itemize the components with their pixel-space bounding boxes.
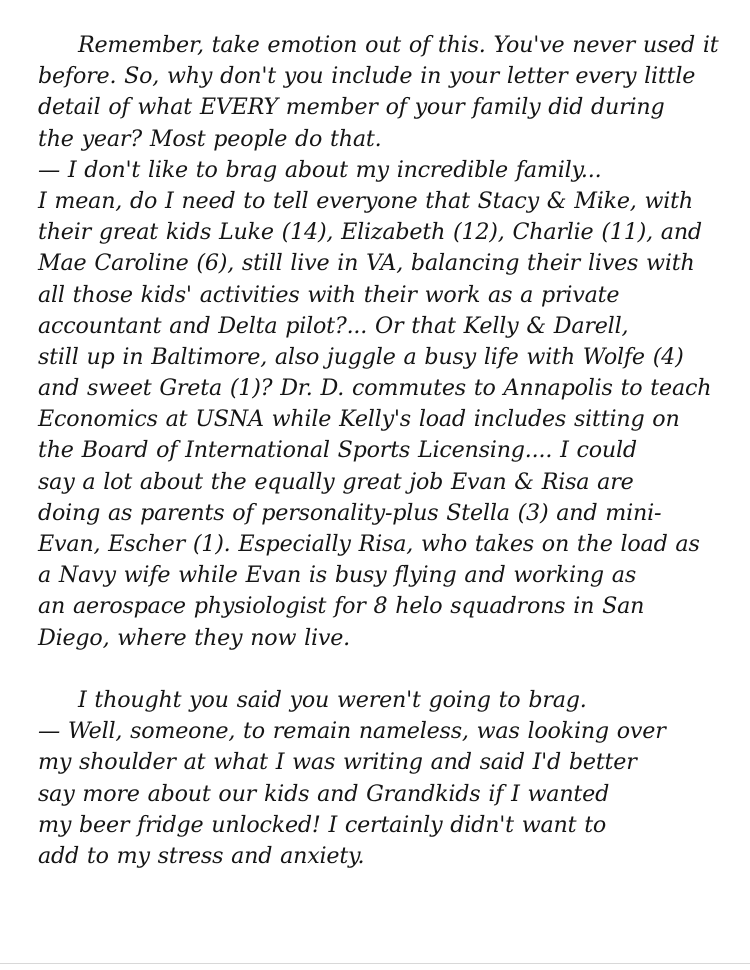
letter-line: detail of what EVERY member of your family did during [38, 94, 665, 121]
letter-line: I thought you said you weren't going to brag. [78, 686, 587, 713]
letter-line: Diego, where they now live. [38, 624, 351, 651]
letter-line: and sweet Greta (1)? Dr. D. commutes to Annapolis to teach [38, 375, 712, 402]
letter-line: all those kids' activities with their work as a private [38, 281, 620, 308]
letter-line: Mae Caroline (6), still live in VA, balancing their lives with [38, 250, 695, 277]
letter-line: the Board of International Sports Licensing.... I could [38, 437, 637, 464]
letter-line: the year? Most people do that. [38, 125, 382, 152]
letter-line: — Well, someone, to remain nameless, was looking over [38, 718, 666, 745]
letter-line: doing as parents of personality-plus Stella (3) and mini- [38, 499, 662, 526]
letter-body [38, 30, 718, 872]
letter-line: say more about our kids and Grandkids if I wanted [38, 780, 610, 807]
letter-line: Economics at USNA while Kelly's load includes sitting on [38, 406, 680, 433]
scan-bottom-edge [0, 963, 750, 964]
letter-line: add to my stress and anxiety. [38, 842, 365, 869]
letter-line: my shoulder at what I was writing and said I'd better [38, 749, 637, 776]
letter-line: Remember, take emotion out of this. You've never used it [78, 32, 719, 58]
letter-line: accountant and Delta pilot?... Or that Kelly & Darell, [38, 312, 629, 339]
letter-line: — I don't like to brag about my incredible family... [38, 156, 602, 183]
letter-line: a Navy wife while Evan is busy flying and working as [38, 562, 637, 589]
letter-line: before. So, why don't you include in your letter every little [38, 63, 696, 90]
letter-line: my beer fridge unlocked! I certainly didn't want to [38, 811, 607, 838]
letter-line: I mean, do I need to tell everyone that Stacy & Mike, with [38, 187, 693, 214]
letter-line: still up in Baltimore, also juggle a busy life with Wolfe (4) [38, 343, 684, 370]
paragraph-gap [38, 654, 718, 685]
letter-line: their great kids Luke (14), Elizabeth (12), Charlie (11), and [38, 219, 702, 246]
letter-line: an aerospace physiologist for 8 helo squadrons in San [38, 593, 645, 620]
letter-line: say a lot about the equally great job Evan & Risa are [38, 468, 634, 495]
letter-line: Evan, Escher (1). Especially Risa, who takes on the load as [38, 531, 700, 557]
